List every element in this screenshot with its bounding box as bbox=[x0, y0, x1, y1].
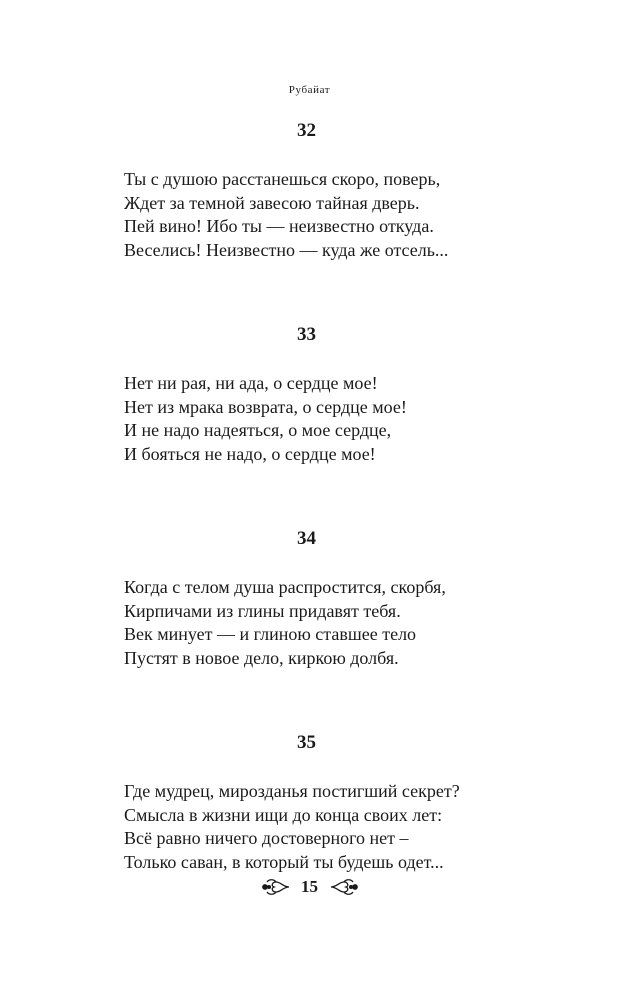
verse-line: Ждет за темной завесою тайная дверь. bbox=[124, 192, 420, 213]
stanza-lines bbox=[124, 780, 460, 874]
verse-line: Век минует — и глиною ставшее тело bbox=[124, 624, 417, 644]
verse-line: Смысла в жизни ищи до конца своих лет: bbox=[124, 804, 443, 825]
verse-line: Когда с телом душа распростится, скорбя, bbox=[124, 577, 446, 597]
stanza bbox=[0, 324, 619, 464]
verse-line: Нет из мрака возврата, о сердце мое! bbox=[124, 396, 407, 417]
verse-line: Всё равно ничего достоверного нет – bbox=[124, 828, 409, 848]
page-footer bbox=[0, 877, 619, 897]
verse-line: Нет ни рая, ни ада, о сердце мое! bbox=[124, 373, 378, 393]
verse-line: Веселись! Неизвестно — куда же отсель... bbox=[124, 239, 449, 260]
floral-ornament-icon bbox=[329, 878, 359, 896]
verse-line: И бояться не надо, о сердце мое! bbox=[124, 443, 376, 464]
stanza bbox=[0, 120, 619, 260]
running-head: Рубайат bbox=[288, 84, 331, 96]
verse-line: Только саван, в который ты будешь одет... bbox=[124, 851, 444, 872]
verse-line: Пей вино! Ибо ты — неизвестно откуда. bbox=[124, 216, 434, 236]
stanza-number: 32 bbox=[297, 120, 316, 141]
verse-line: Кирпичами из глины придавят тебя. bbox=[124, 600, 401, 621]
stanza-lines bbox=[124, 576, 446, 670]
stanza-number: 35 bbox=[297, 732, 316, 753]
verse-line: Ты с душою расстанешься скоро, поверь, bbox=[124, 169, 441, 189]
stanza-number: 34 bbox=[297, 528, 316, 549]
stanza-number: 33 bbox=[297, 324, 316, 345]
floral-ornament-icon bbox=[261, 878, 291, 896]
stanza bbox=[0, 732, 619, 872]
page-number: 15 bbox=[301, 877, 318, 896]
stanza bbox=[0, 528, 619, 668]
verse-line: Пустят в новое дело, киркою долбя. bbox=[124, 647, 399, 668]
verse-line: Где мудрец, мирозданья постигший секрет? bbox=[124, 781, 460, 801]
stanza-lines bbox=[124, 372, 407, 466]
stanza-lines bbox=[124, 168, 448, 262]
verse-line: И не надо надеяться, о мое сердце, bbox=[124, 420, 392, 440]
